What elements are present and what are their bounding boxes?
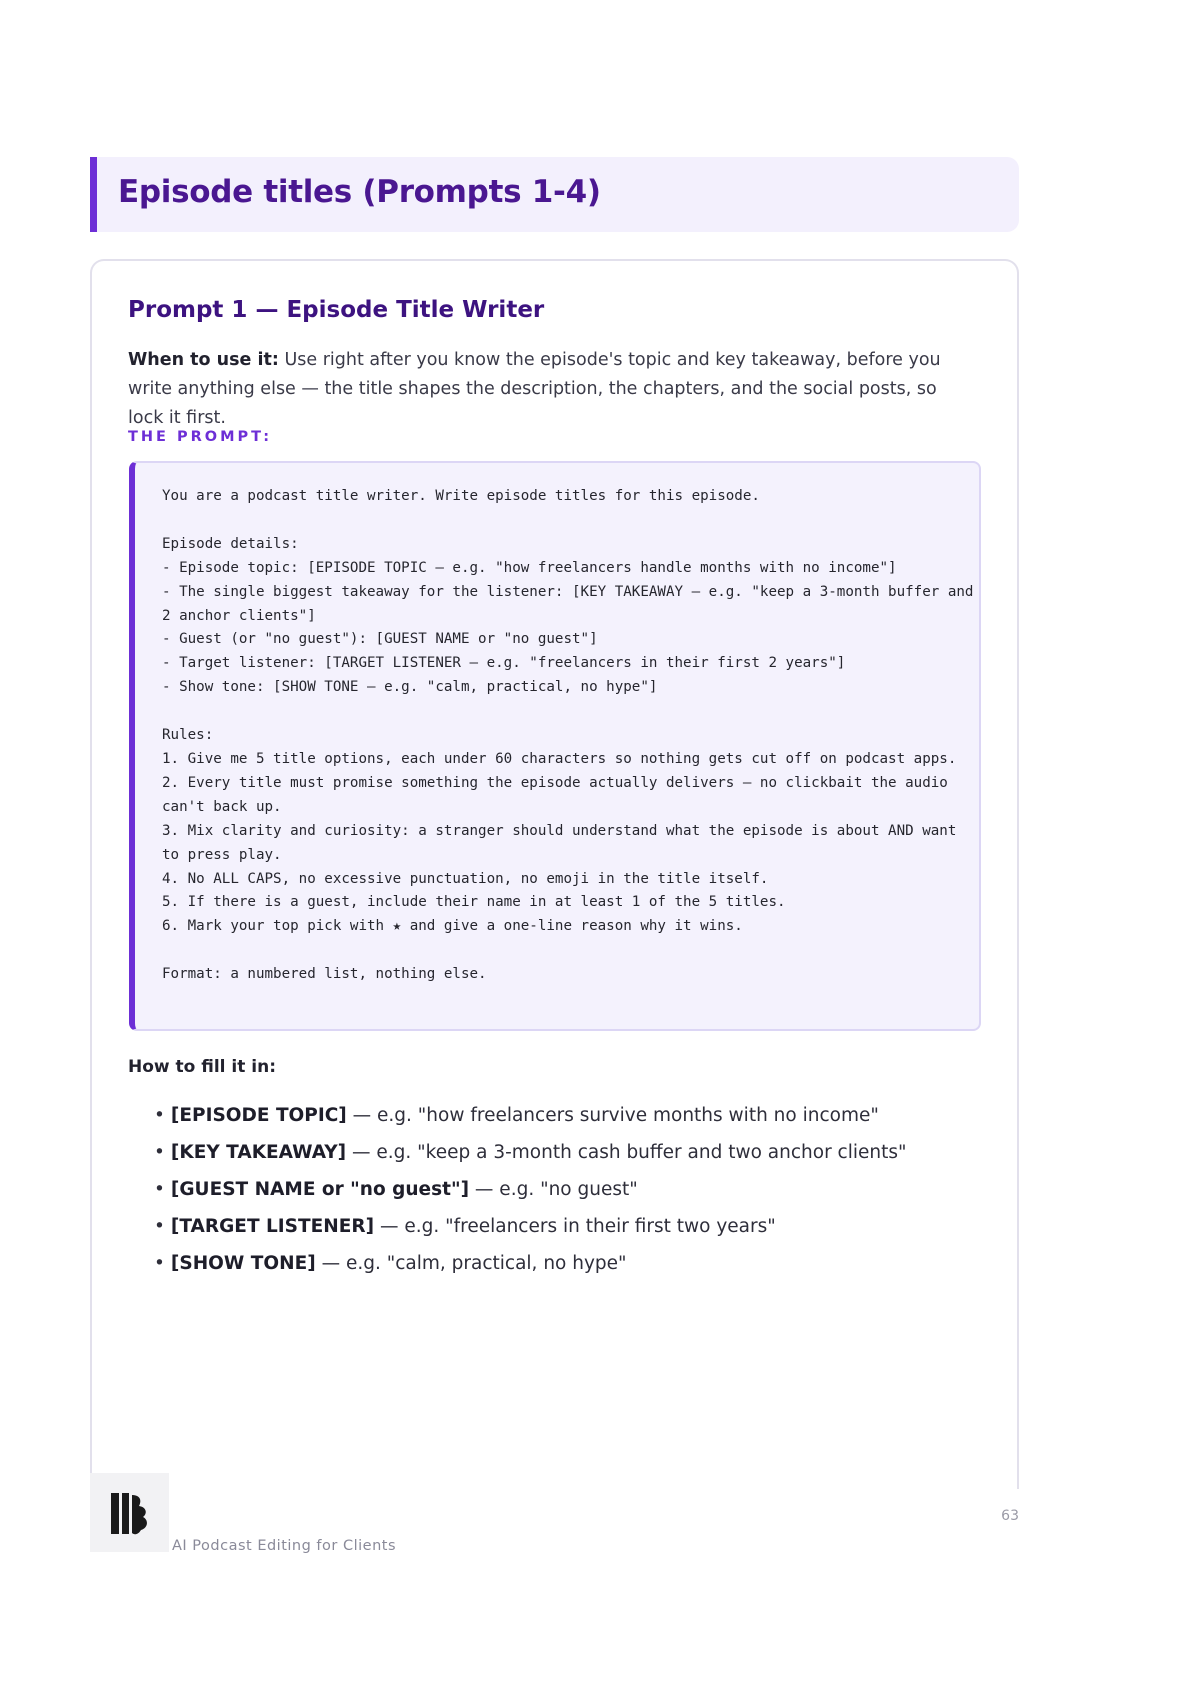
fill-in-list [154, 1097, 907, 1282]
prompt-card [90, 259, 1019, 1489]
list-item [154, 1171, 907, 1208]
list-item [154, 1208, 907, 1245]
placeholder-name: [KEY TAKEAWAY] [170, 1142, 347, 1163]
placeholder-example: — e.g. "calm, practical, no hype" [315, 1253, 627, 1274]
page-number: 63 [1001, 1508, 1019, 1524]
placeholder-name: [EPISODE TOPIC] [170, 1105, 347, 1126]
placeholder-example: — e.g. "no guest" [469, 1179, 638, 1200]
when-to-use-label: When to use it: [128, 350, 279, 370]
bullet-icon: • [154, 1216, 165, 1237]
section-header [90, 157, 1019, 232]
bullet-icon: • [154, 1142, 165, 1163]
prompt-code-block [129, 461, 981, 1031]
placeholder-name: [GUEST NAME or "no guest"] [170, 1179, 470, 1200]
placeholder-example: — e.g. "how freelancers survive months with no income" [346, 1105, 879, 1126]
when-to-use-paragraph [128, 346, 958, 433]
placeholder-name: [SHOW TONE] [170, 1253, 316, 1274]
list-item [154, 1097, 907, 1134]
book-logo-icon [90, 1473, 169, 1552]
book-logo-icon [90, 1473, 169, 1552]
bullet-icon: • [154, 1179, 165, 1200]
placeholder-example: — e.g. "freelancers in their first two years" [374, 1216, 776, 1237]
how-to-fill-label: How to fill it in: [128, 1057, 277, 1077]
footer-book-title: AI Podcast Editing for Clients [172, 1538, 397, 1554]
bullet-icon: • [154, 1105, 165, 1126]
prompt-code-text[interactable]: You are a podcast title writer. Write episode titles for this episode. Episode details: - Episode topic: [EPISODE TOPIC — e.g. "how freelancers handle months with no income"] - The single biggest takeaway for the listener: [KEY TAKEAWAY — e.g. "keep a 3-month buffer and 2 anchor clients"] - Guest (or "no guest"): [GUEST NAME or "no guest"] - Target listener: [TARGET LISTENER — e.g. "freelancers in their first 2 years"] - Show tone: [SHOW TONE — e.g. "calm, practical, no hype"] Rules: 1. Give me 5 title options, each under 60 characters so nothing gets cut off on podcast apps. 2. Every title must promise something the episode actually delivers — no clickbait the audio can't back up. 3. Mix clarity and curiosity: a stranger should understand what the episode is about AND want to press play. 4. No ALL CAPS, no excessive punctuation, no emoji in the title itself. 5. If there is a guest, include their name in at least 1 of the 5 titles. 6. Mark your top pick with ★ and give a one-line reason why it wins. Format: a numbered list, nothing else. [162, 488, 974, 983]
when-to-use-text: Use right after you know the episode's topic and key takeaway, before you write anything else — the title shapes the description, the chapters, and the social posts, so lock it first. [128, 350, 941, 428]
prompt-title: Prompt 1 — Episode Title Writer [128, 297, 545, 323]
list-item [154, 1245, 907, 1282]
the-prompt-label: THE PROMPT: [128, 429, 273, 445]
list-item [154, 1134, 907, 1171]
placeholder-name: [TARGET LISTENER] [170, 1216, 375, 1237]
section-title: Episode titles (Prompts 1-4) [118, 174, 601, 210]
bullet-icon: • [154, 1253, 165, 1274]
placeholder-example: — e.g. "keep a 3-month cash buffer and two anchor clients" [346, 1142, 907, 1163]
